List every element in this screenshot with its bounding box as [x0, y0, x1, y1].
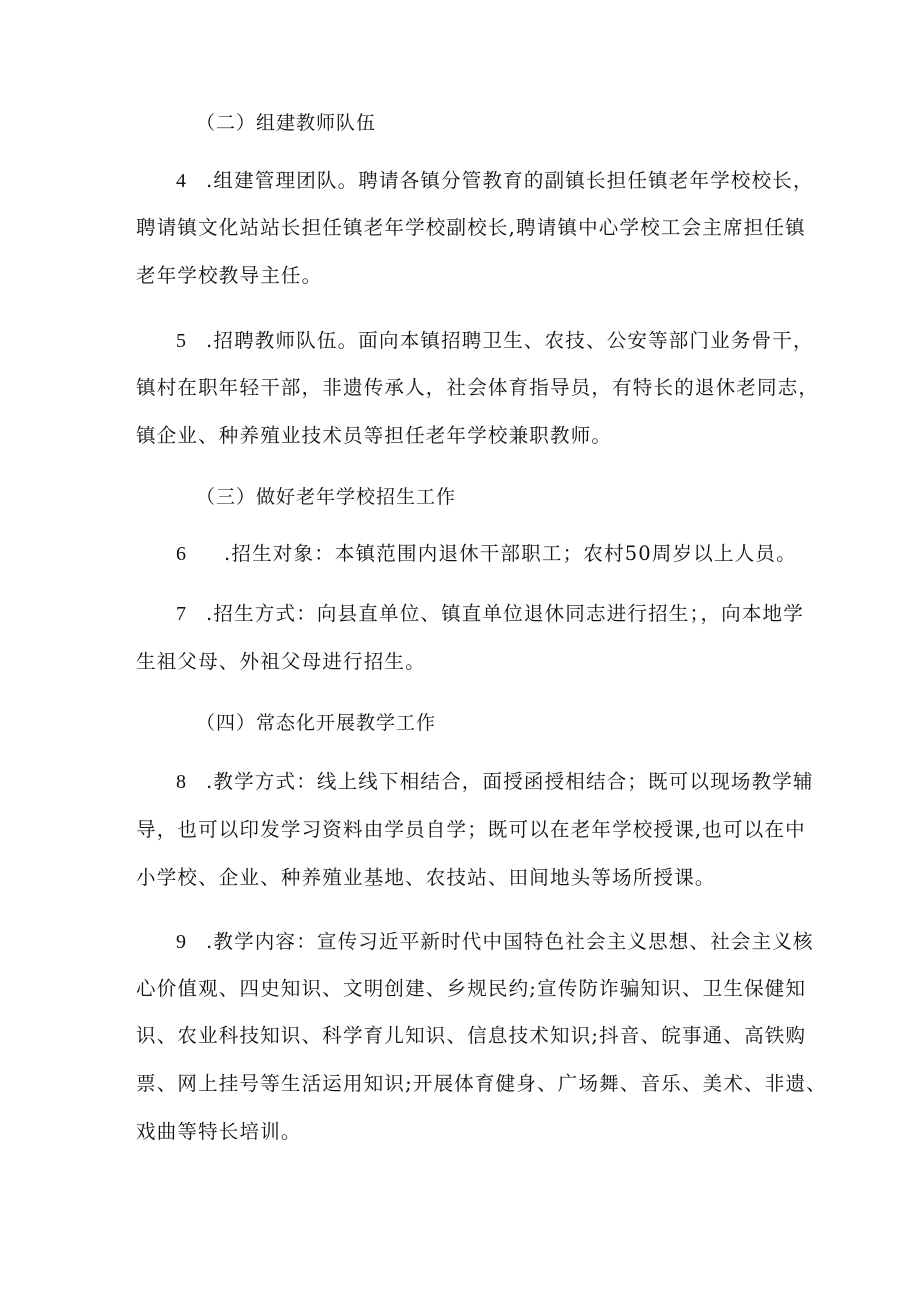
item-9-line-4: 票、网上挂号等生活运用知识;开展体育健身、广场舞、音乐、美术、非遗、 [136, 1072, 827, 1095]
item-4-line-2: 聘请镇文化站站长担任镇老年学校副校长,聘请镇中心学校工会主席担任镇 [136, 216, 806, 239]
item-5-line-3: 镇企业、种养殖业技术员等担任老年学校兼职教师。 [136, 424, 613, 447]
item-9-line-1 [176, 928, 814, 956]
item-5-line-1 [176, 327, 814, 355]
item-5-line-2: 镇村在职年轻干部，非遗传承人，社会体育指导员，有特长的退休老同志， [136, 376, 820, 399]
item-4-number: 4 [176, 170, 188, 192]
item-8-text-1: .教学方式：线上线下相结合，面授函授相结合；既可以现场教学辅 [206, 770, 814, 793]
item-9-line-3: 识、农业科技知识、科学育儿知识、信息技术知识;抖音、皖事通、高铁购 [136, 1024, 807, 1047]
item-6-number: 6 [176, 543, 188, 565]
item-7-line-1 [176, 600, 804, 628]
item-8-line-1 [176, 768, 814, 796]
item-4-line-3: 老年学校教导主任。 [136, 264, 323, 287]
item-4-text-1: .组建管理团队。聘请各镇分管教育的副镇长担任镇老年学校校长， [206, 169, 814, 192]
item-8-line-3: 小学校、企业、种养殖业基地、农技站、田间地头等场所授课。 [136, 866, 716, 889]
item-7-number: 7 [176, 603, 188, 625]
section-heading-2: （二）组建教师队伍 [196, 112, 377, 134]
item-7-text-1: .招生方式：向县直单位、镇直单位退休同志进行招生；，向本地学 [206, 602, 804, 625]
item-4-line-1 [176, 167, 814, 195]
item-9-line-5: 戏曲等特长培训。 [136, 1120, 302, 1143]
item-8-line-2: 导，也可以印发学习资料由学员自学；既可以在老年学校授课,也可以在中 [136, 818, 806, 841]
section-heading-3: （三）做好老年学校招生工作 [196, 486, 457, 508]
item-6-text-1: .招生对象：本镇范围内退休干部职工；农村50周岁以上人员。 [224, 542, 797, 565]
item-8-number: 8 [176, 771, 188, 793]
item-5-text-1: .招聘教师队伍。面向本镇招聘卫生、农技、公安等部门业务骨干， [206, 329, 814, 352]
item-9-line-2: 心价值观、四史知识、文明创建、乡规民约;宣传防诈骗知识、卫生保健知 [136, 977, 807, 1000]
item-9-text-1: .教学内容：宣传习近平新时代中国特色社会主义思想、社会主义核 [206, 930, 814, 953]
section-heading-4: （四）常态化开展教学工作 [196, 712, 437, 734]
item-6-line-1 [176, 540, 797, 568]
item-5-number: 5 [176, 330, 188, 352]
item-9-number: 9 [176, 931, 188, 953]
item-7-line-2: 生祖父母、外祖父母进行招生。 [136, 650, 426, 673]
